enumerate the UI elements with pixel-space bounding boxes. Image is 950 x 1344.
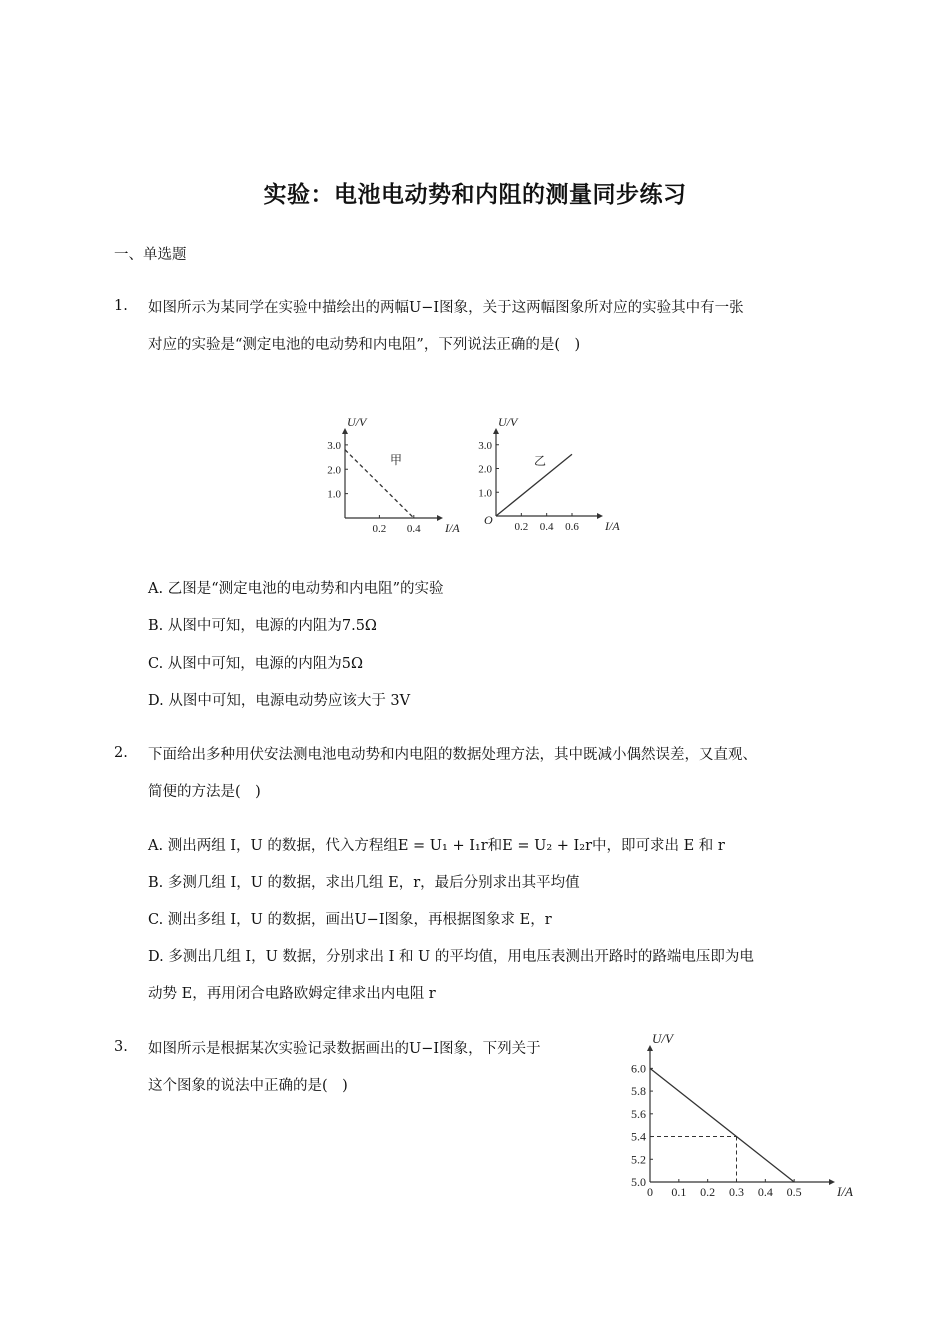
y-tick-label: 2.0 bbox=[478, 463, 492, 476]
origin-label: O bbox=[484, 513, 493, 527]
series-line bbox=[345, 450, 414, 518]
x-tick-label: 0.2 bbox=[372, 523, 387, 535]
question-1-line-2: 对应的实验是“测定电池的电动势和内电阻”，下列说法正确的是( ) bbox=[148, 337, 581, 353]
x-tick-label: 0.1 bbox=[671, 1185, 687, 1199]
y-tick-label: 6.0 bbox=[631, 1061, 646, 1076]
q2-option-d-continued: 动势 E，再用闭合电路欧姆定律求出内电阻 r bbox=[148, 986, 436, 1002]
x-tick-label: 0.2 bbox=[700, 1185, 716, 1199]
x-axis-label: I/A bbox=[605, 519, 620, 533]
question-3-line-2: 这个图象的说法中正确的是( ) bbox=[148, 1078, 348, 1094]
x-tick-label: 0.4 bbox=[406, 523, 421, 535]
y-tick-label: 2.0 bbox=[327, 464, 341, 477]
y-tick-label: 3.0 bbox=[327, 439, 341, 452]
x-axis-arrow bbox=[597, 513, 603, 519]
y-axis-label: U/V bbox=[347, 415, 367, 429]
y-tick-label: 5.2 bbox=[631, 1152, 646, 1167]
x-axis-label: I/A bbox=[445, 521, 460, 535]
question-2-number: 2. bbox=[114, 745, 128, 761]
x-axis-label: I/A bbox=[837, 1184, 853, 1199]
y-tick-label: 5.6 bbox=[631, 1106, 646, 1121]
x-tick-label: 0.4 bbox=[757, 1185, 773, 1199]
question-2-line-2: 简便的方法是( ) bbox=[148, 784, 261, 800]
series-line bbox=[650, 1068, 794, 1182]
y-tick-label: 5.4 bbox=[631, 1129, 646, 1144]
section-heading: 一、单选题 bbox=[114, 247, 187, 263]
figure-jia-chart bbox=[318, 415, 468, 540]
q2-option-d[interactable]: D. 多测出几组 I，U 数据，分别求出 I 和 U 的平均值，用电压表测出开路时的路端电压即为电 bbox=[148, 949, 754, 965]
figure-q3-chart bbox=[612, 1024, 853, 1209]
figure-title-label: 甲 bbox=[390, 453, 403, 467]
y-tick-label: 1.0 bbox=[327, 488, 341, 501]
x-tick-label: 0.6 bbox=[565, 521, 579, 533]
question-1-line-1: 如图所示为某同学在实验中描绘出的两幅U−I图象，关于这两幅图象所对应的实验其中有一张 bbox=[148, 300, 744, 316]
figure-title-label: 乙 bbox=[534, 454, 547, 468]
q1-option-c[interactable]: C. 从图中可知，电源的内阻为5Ω bbox=[148, 656, 364, 672]
y-tick-label: 1.0 bbox=[478, 487, 492, 500]
x-tick-label: 0 bbox=[647, 1185, 653, 1199]
y-axis-label: U/V bbox=[498, 415, 518, 429]
question-3-number: 3. bbox=[114, 1039, 128, 1055]
q1-option-b[interactable]: B. 从图中可知，电源的内阻为7.5Ω bbox=[148, 618, 377, 634]
question-1-number: 1. bbox=[114, 298, 128, 314]
q1-option-d[interactable]: D. 从图中可知，电源电动势应该大于 3V bbox=[148, 693, 411, 709]
y-tick-label: 3.0 bbox=[478, 439, 492, 452]
y-tick-label: 5.0 bbox=[631, 1175, 646, 1189]
x-axis-arrow bbox=[829, 1179, 835, 1185]
x-tick-label: 0.3 bbox=[729, 1185, 744, 1199]
q2-option-b[interactable]: B. 多测几组 I，U 的数据，求出几组 E，r，最后分别求出其平均值 bbox=[148, 875, 580, 891]
y-tick-label: 5.8 bbox=[631, 1084, 646, 1099]
x-axis-arrow bbox=[437, 515, 443, 521]
x-tick-label: 0.2 bbox=[514, 521, 529, 533]
q2-option-a[interactable]: A. 测出两组 I，U 的数据，代入方程组E = U₁ + I₁r和E = U₂ + I₂r中，即可求出 E 和 r bbox=[148, 838, 725, 854]
y-axis-label: U/V bbox=[652, 1031, 673, 1046]
question-3-line-1: 如图所示是根据某次实验记录数据画出的U−I图象，下列关于 bbox=[148, 1041, 541, 1057]
page-title: 实验：电池电动势和内阻的测量同步练习 bbox=[263, 182, 687, 208]
q1-option-a[interactable]: A. 乙图是“测定电池的电动势和内电阻”的实验 bbox=[148, 581, 444, 597]
question-2-line-1: 下面给出多种用伏安法测电池电动势和内电阻的数据处理方法，其中既减小偶然误差，又直观、 bbox=[148, 747, 757, 763]
x-tick-label: 0.4 bbox=[539, 521, 554, 533]
figure-yi-chart bbox=[472, 415, 622, 540]
q2-option-c[interactable]: C. 测出多组 I，U 的数据，画出U−I图象，再根据图象求 E，r bbox=[148, 912, 552, 928]
x-tick-label: 0.5 bbox=[786, 1185, 802, 1199]
